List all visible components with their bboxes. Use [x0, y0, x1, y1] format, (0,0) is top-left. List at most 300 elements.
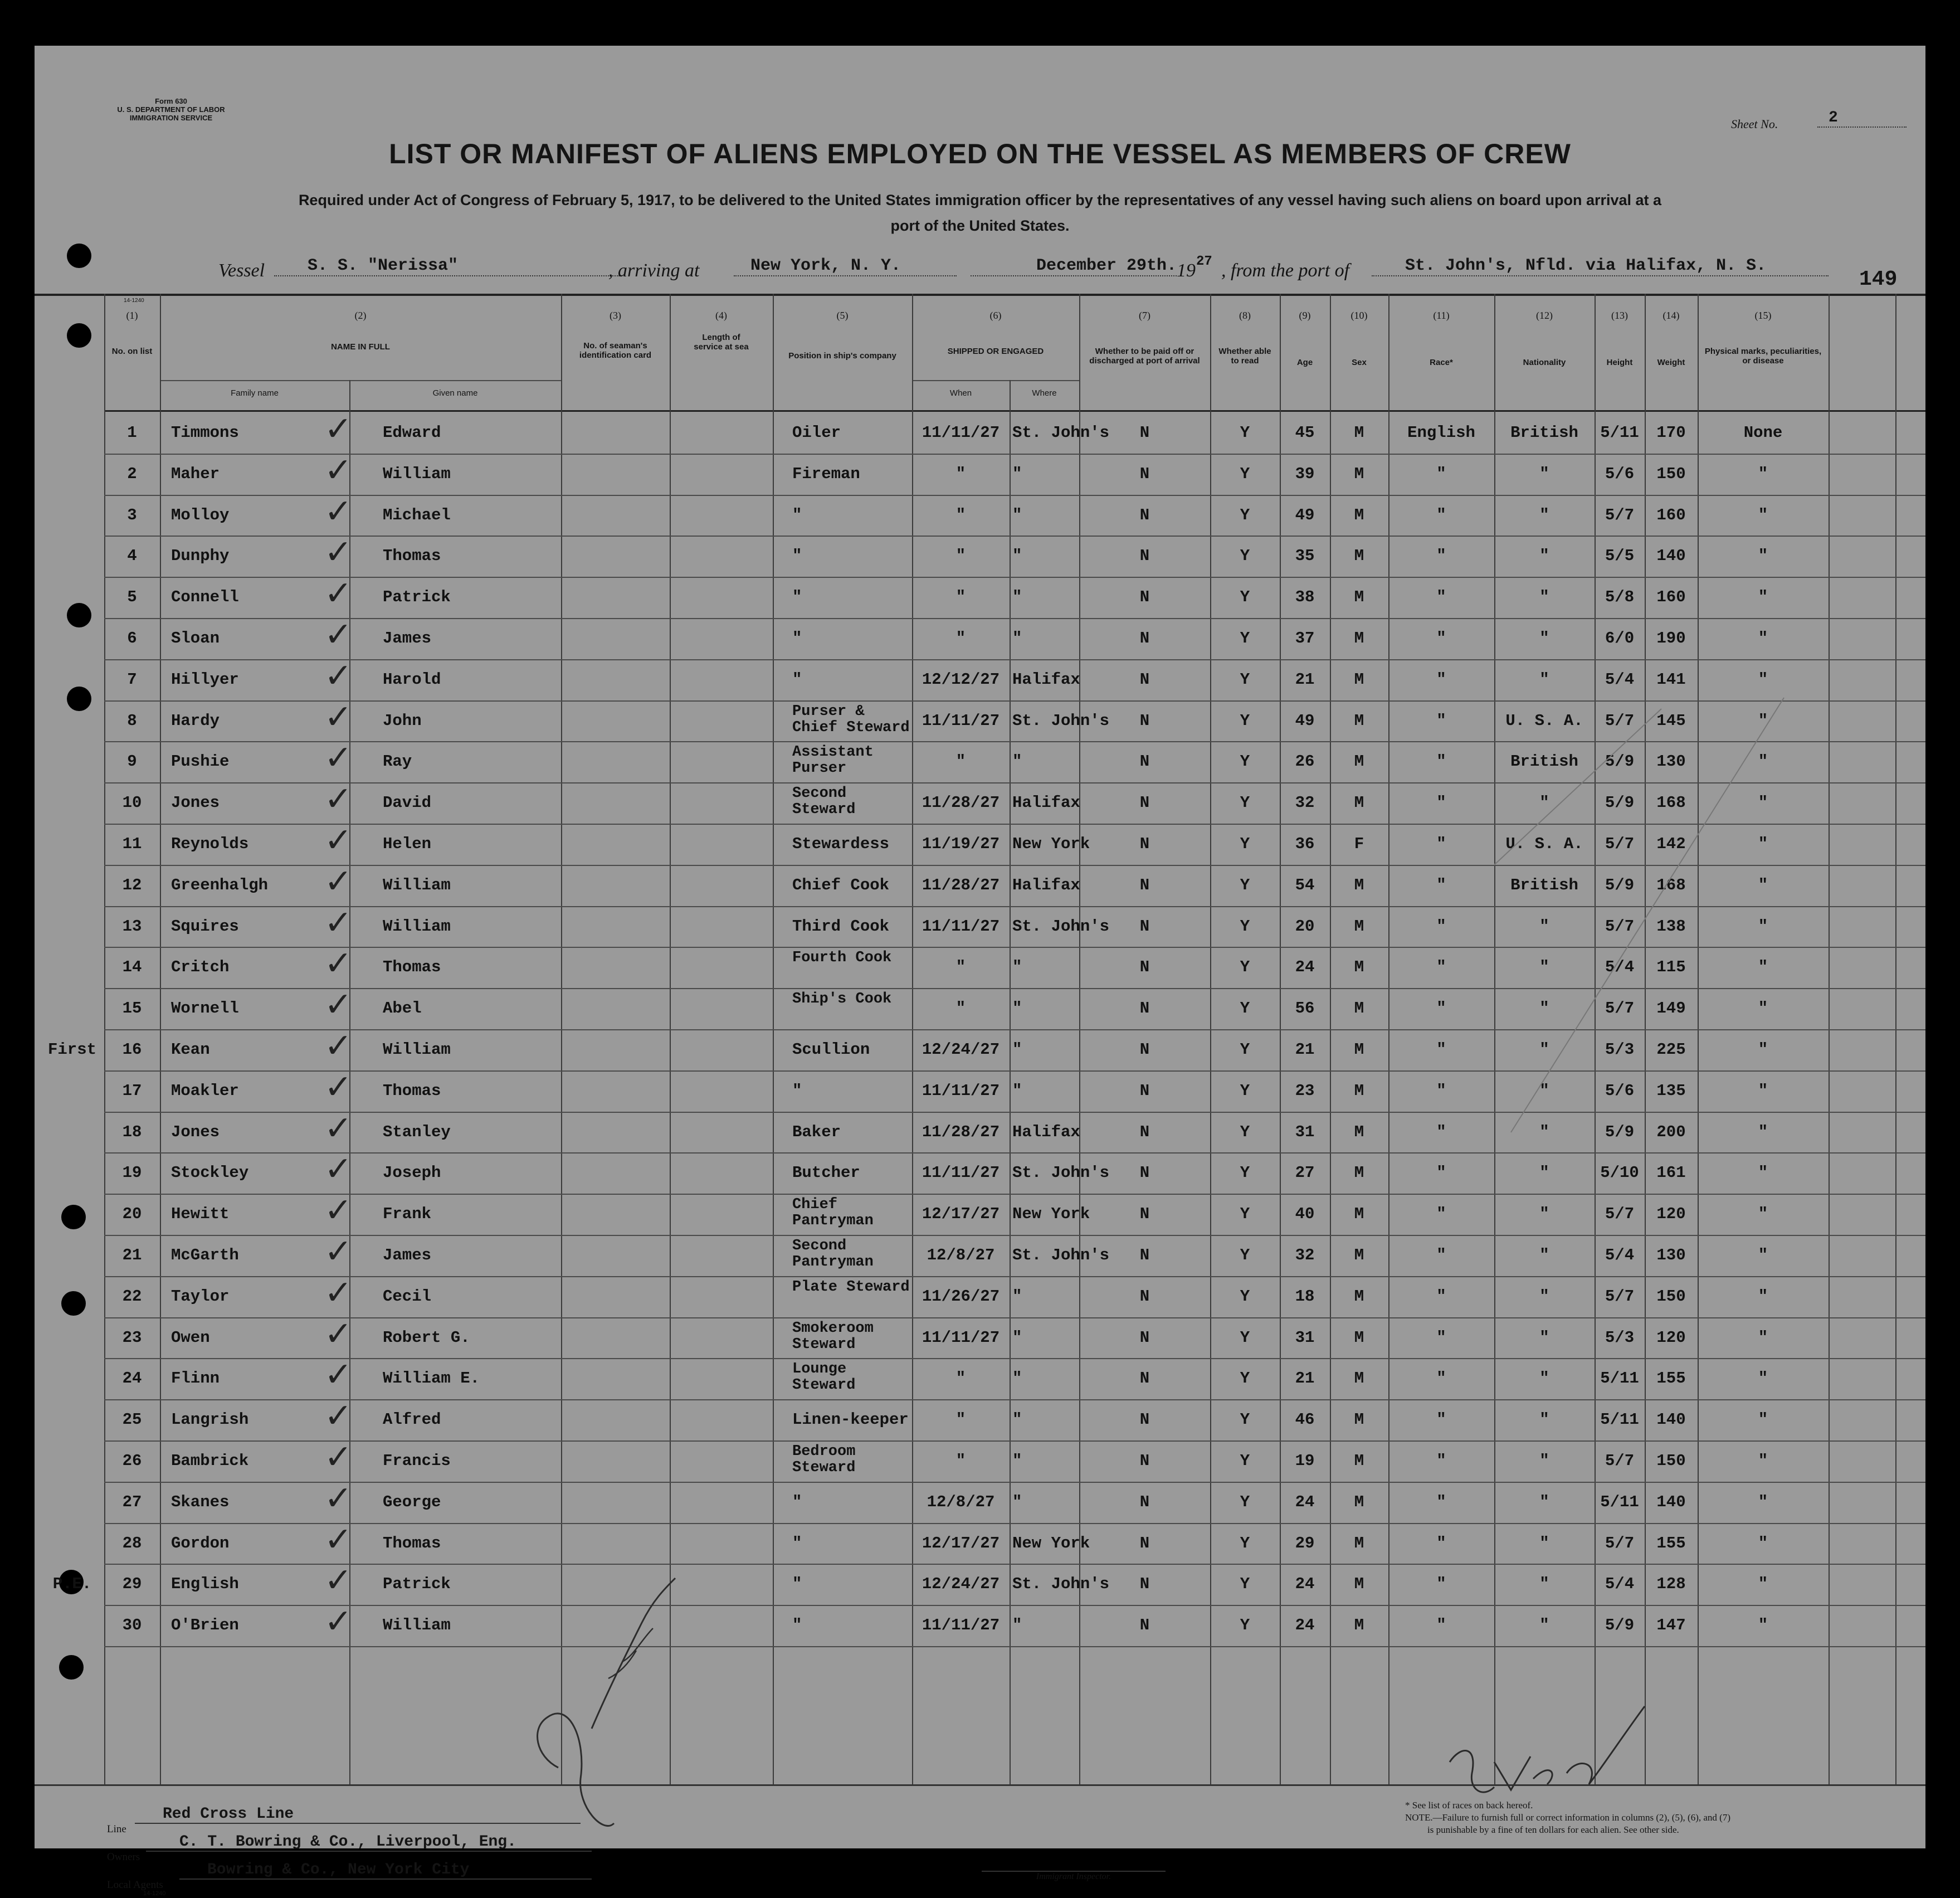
cell-weight: 150 [1656, 1452, 1686, 1470]
cell-family-name: Jones [171, 1122, 220, 1141]
cell-able-to-read: Y [1240, 1534, 1250, 1553]
cell-shipped-where: " [1012, 1328, 1022, 1347]
cell-weight: 140 [1656, 1410, 1686, 1429]
cell-shipped-when: 12/8/27 [927, 1492, 995, 1511]
cell-age: 24 [1295, 1616, 1315, 1635]
cell-weight: 161 [1656, 1164, 1686, 1182]
cell-row-number: 27 [122, 1492, 142, 1511]
cell-given-name: Thomas [383, 958, 441, 977]
cell-position: Scullion [792, 1040, 870, 1059]
cell-able-to-read: Y [1240, 588, 1250, 607]
cell-able-to-read: Y [1240, 794, 1250, 812]
cell-nationality: " [1539, 999, 1549, 1018]
col-14-number: (14) [1662, 310, 1680, 321]
cell-nationality: " [1539, 1081, 1549, 1100]
cell-paid-off: N [1139, 752, 1150, 771]
cell-sex: M [1354, 1369, 1364, 1388]
cell-physical-marks: " [1758, 1040, 1768, 1059]
cell-family-name: Pushie [171, 752, 230, 771]
cell-height: 5/7 [1605, 835, 1635, 853]
penalty-note-line-2: is punishable by a fine of ten dollars for each alien. See other side. [1427, 1824, 1679, 1835]
col-header-no: No. on list [111, 347, 153, 356]
cell-sex: M [1354, 752, 1364, 771]
cell-given-name: Thomas [383, 547, 441, 566]
cell-paid-off: N [1139, 424, 1150, 442]
cell-physical-marks: " [1758, 1081, 1768, 1100]
cell-shipped-where: New York [1012, 835, 1090, 853]
handwritten-signature [525, 1545, 692, 1857]
row-separator [104, 1646, 1925, 1647]
cell-sex: M [1354, 1534, 1364, 1553]
cell-age: 21 [1295, 1369, 1315, 1388]
cell-paid-off: N [1139, 1452, 1150, 1470]
cell-physical-marks: " [1758, 629, 1768, 648]
cell-shipped-when: " [955, 547, 966, 566]
cell-shipped-when: 11/11/27 [922, 1616, 1000, 1635]
cell-physical-marks: " [1758, 1246, 1768, 1264]
cell-paid-off: N [1139, 1534, 1150, 1553]
cell-family-name: English [171, 1575, 239, 1594]
cell-height: 5/9 [1605, 875, 1635, 894]
cell-age: 18 [1295, 1287, 1315, 1306]
cell-weight: 168 [1656, 875, 1686, 894]
col-header-given-name: Given name [432, 388, 478, 398]
cell-age: 20 [1295, 917, 1315, 936]
cell-nationality: " [1539, 1122, 1549, 1141]
cell-sex: M [1354, 464, 1364, 483]
cell-position: Butcher [792, 1164, 860, 1182]
check-mark-icon: ✓ [324, 862, 353, 901]
cell-able-to-read: Y [1240, 1205, 1250, 1224]
cell-sex: M [1354, 1246, 1364, 1264]
cell-sex: M [1354, 588, 1364, 607]
punch-hole [67, 323, 91, 348]
cell-height: 5/7 [1605, 1205, 1635, 1224]
cell-shipped-where: St. John's [1012, 424, 1110, 442]
cell-height: 5/3 [1605, 1040, 1635, 1059]
cell-family-name: Skanes [171, 1492, 230, 1511]
cell-shipped-when: 11/28/27 [922, 1122, 1000, 1141]
cell-sex: M [1354, 1575, 1364, 1594]
cell-able-to-read: Y [1240, 752, 1250, 771]
cell-nationality: " [1539, 1452, 1549, 1470]
cell-shipped-when: " [955, 588, 966, 607]
cell-row-number: 11 [122, 835, 142, 853]
cell-sex: M [1354, 1328, 1364, 1347]
cell-nationality: " [1539, 547, 1549, 566]
cell-sex: M [1354, 505, 1364, 524]
col-15-number: (15) [1754, 310, 1772, 321]
cell-able-to-read: Y [1240, 711, 1250, 730]
cell-paid-off: N [1139, 1246, 1150, 1264]
cell-shipped-when: 11/11/27 [922, 917, 1000, 936]
cell-age: 46 [1295, 1410, 1315, 1429]
check-mark-icon: ✓ [324, 450, 353, 490]
cell-row-number: 29 [122, 1575, 142, 1594]
cell-given-name: Helen [383, 835, 432, 853]
cell-age: 23 [1295, 1081, 1315, 1100]
cell-weight: 168 [1656, 794, 1686, 812]
cell-nationality: " [1539, 794, 1549, 812]
cell-shipped-when: 11/26/27 [922, 1287, 1000, 1306]
cell-physical-marks: " [1758, 752, 1768, 771]
check-mark-icon: ✓ [324, 697, 353, 737]
cell-family-name: Moakler [171, 1081, 239, 1100]
cell-race: " [1436, 1205, 1446, 1224]
cell-physical-marks: " [1758, 1452, 1768, 1470]
row-separator [104, 1605, 1925, 1606]
cell-row-number: 30 [122, 1616, 142, 1635]
cell-weight: 190 [1656, 629, 1686, 648]
cell-physical-marks: " [1758, 711, 1768, 730]
punch-hole [67, 687, 91, 711]
row-separator [104, 1276, 1925, 1277]
cell-weight: 225 [1656, 1040, 1686, 1059]
punch-hole [67, 603, 91, 627]
col-header-sex: Sex [1352, 358, 1367, 367]
cell-given-name: John [383, 711, 422, 730]
cell-position: Chief Pantryman [792, 1196, 874, 1230]
cell-shipped-when: 11/11/27 [922, 1081, 1000, 1100]
cell-position: " [792, 670, 802, 689]
cell-paid-off: N [1139, 629, 1150, 648]
cell-height: 5/4 [1605, 1575, 1635, 1594]
col-1-number: (1) [126, 310, 138, 321]
col-header-height: Height [1606, 358, 1633, 367]
cell-row-number: 8 [127, 711, 137, 730]
cell-able-to-read: Y [1240, 835, 1250, 853]
cell-height: 5/7 [1605, 999, 1635, 1018]
cell-weight: 130 [1656, 1246, 1686, 1264]
cell-age: 27 [1295, 1164, 1315, 1182]
cell-nationality: " [1539, 1616, 1549, 1635]
cell-sex: M [1354, 1287, 1364, 1306]
cell-paid-off: N [1139, 1328, 1150, 1347]
check-mark-icon: ✓ [324, 1396, 353, 1436]
owners-label: Owners [107, 1851, 140, 1863]
cell-paid-off: N [1139, 1410, 1150, 1429]
cell-family-name: Owen [171, 1328, 210, 1347]
cell-given-name: Joseph [383, 1164, 441, 1182]
cell-family-name: Dunphy [171, 547, 230, 566]
cell-given-name: William [383, 464, 451, 483]
cell-age: 24 [1295, 1575, 1315, 1594]
cell-position: " [792, 1081, 802, 1100]
cell-family-name: McGarth [171, 1246, 239, 1264]
cell-row-number: 24 [122, 1369, 142, 1388]
cell-physical-marks: " [1758, 1369, 1768, 1388]
cell-position: " [792, 505, 802, 524]
cell-row-number: 9 [127, 752, 137, 771]
cell-position: Assistant Purser [792, 744, 874, 777]
cell-paid-off: N [1139, 958, 1150, 977]
cell-height: 5/11 [1600, 1369, 1639, 1388]
cell-row-number: 7 [127, 670, 137, 689]
cell-height: 5/7 [1605, 505, 1635, 524]
col-header-id-card: No. of seaman's identification card [579, 341, 652, 360]
cell-physical-marks: " [1758, 999, 1768, 1018]
cell-family-name: Maher [171, 464, 220, 483]
faint-pencil-marks [1494, 687, 1829, 1160]
cell-position: Smokeroom Steward [792, 1320, 874, 1353]
cell-age: 40 [1295, 1205, 1315, 1224]
cell-able-to-read: Y [1240, 547, 1250, 566]
cell-weight: 142 [1656, 835, 1686, 853]
cell-physical-marks: " [1758, 1492, 1768, 1511]
cell-row-number: 14 [122, 958, 142, 977]
cell-nationality: British [1510, 875, 1578, 894]
cell-able-to-read: Y [1240, 1452, 1250, 1470]
cell-position: " [792, 1575, 802, 1594]
cell-shipped-when: " [955, 1452, 966, 1470]
cell-row-number: 15 [122, 999, 142, 1018]
cell-row-number: 25 [122, 1410, 142, 1429]
cell-family-name: Connell [171, 588, 239, 607]
check-mark-icon: ✓ [324, 1438, 353, 1477]
cell-position: " [792, 547, 802, 566]
cell-shipped-where: " [1012, 464, 1022, 483]
col-4-number: (4) [715, 310, 727, 321]
cell-row-number: 16 [122, 1040, 142, 1059]
cell-able-to-read: Y [1240, 505, 1250, 524]
cell-given-name: George [383, 1492, 441, 1511]
col-header-position: Position in ship's company [788, 351, 896, 361]
cell-nationality: " [1539, 464, 1549, 483]
cell-race: " [1436, 752, 1446, 771]
cell-age: 56 [1295, 999, 1315, 1018]
cell-shipped-where: St. John's [1012, 1246, 1110, 1264]
cell-shipped-when: 11/11/27 [922, 711, 1000, 730]
cell-nationality: British [1510, 752, 1578, 771]
cell-given-name: David [383, 794, 432, 812]
cell-position: Second Steward [792, 785, 856, 819]
cell-height: 5/7 [1605, 1452, 1635, 1470]
col-line [1895, 294, 1896, 1784]
cell-shipped-where: " [1012, 1410, 1022, 1429]
cell-shipped-where: " [1012, 588, 1022, 607]
cell-nationality: " [1539, 629, 1549, 648]
cell-race: " [1436, 1328, 1446, 1347]
cell-height: 5/6 [1605, 464, 1635, 483]
cell-physical-marks: " [1758, 1164, 1768, 1182]
cell-sex: F [1354, 835, 1364, 853]
row-separator [104, 1194, 1925, 1195]
service-name: IMMIGRATION SERVICE [129, 114, 213, 122]
cell-shipped-where: " [1012, 629, 1022, 648]
cell-age: 31 [1295, 1122, 1315, 1141]
cell-given-name: Harold [383, 670, 441, 689]
check-mark-icon: ✓ [324, 533, 353, 572]
col-header-age: Age [1296, 358, 1313, 367]
cell-family-name: Hillyer [171, 670, 239, 689]
cell-shipped-where: " [1012, 1287, 1022, 1306]
cell-paid-off: N [1139, 1369, 1150, 1388]
cell-row-number: 10 [122, 794, 142, 812]
cell-able-to-read: Y [1240, 1081, 1250, 1100]
row-separator [104, 618, 1925, 619]
cell-able-to-read: Y [1240, 1246, 1250, 1264]
cell-weight: 160 [1656, 505, 1686, 524]
cell-weight: 141 [1656, 670, 1686, 689]
col-9-number: (9) [1299, 310, 1311, 321]
cell-paid-off: N [1139, 1205, 1150, 1224]
cell-sex: M [1354, 1040, 1364, 1059]
cell-weight: 135 [1656, 1081, 1686, 1100]
cell-age: 21 [1295, 1040, 1315, 1059]
cell-paid-off: N [1139, 1492, 1150, 1511]
cell-paid-off: N [1139, 464, 1150, 483]
cell-physical-marks: " [1758, 1287, 1768, 1306]
cell-height: 5/7 [1605, 1534, 1635, 1553]
cell-row-number: 6 [127, 629, 137, 648]
cell-shipped-when: 12/8/27 [927, 1246, 995, 1264]
cell-row-number: 1 [127, 424, 137, 442]
page-stamp-number: 149 [1859, 267, 1898, 291]
check-mark-icon: ✓ [324, 491, 353, 531]
cell-height: 5/9 [1605, 794, 1635, 812]
cell-height: 5/3 [1605, 1328, 1635, 1347]
cell-race: " [1436, 547, 1446, 566]
cell-physical-marks: " [1758, 875, 1768, 894]
local-agents-label: Local Agents [107, 1879, 163, 1891]
cell-race: " [1436, 1287, 1446, 1306]
col-header-race: Race* [1430, 358, 1453, 367]
cell-family-name: Flinn [171, 1369, 220, 1388]
row-separator [104, 577, 1925, 578]
check-mark-icon: ✓ [324, 1232, 353, 1271]
cell-given-name: William E. [383, 1369, 480, 1388]
name-subheader-line [160, 380, 561, 381]
check-mark-icon: ✓ [324, 903, 353, 942]
check-mark-icon: ✓ [324, 1150, 353, 1189]
cell-able-to-read: Y [1240, 875, 1250, 894]
cell-height: 5/7 [1605, 917, 1635, 936]
cell-family-name: Bambrick [171, 1452, 249, 1470]
row-separator [104, 1399, 1925, 1400]
cell-paid-off: N [1139, 1164, 1150, 1182]
cell-physical-marks: " [1758, 670, 1768, 689]
cell-given-name: William [383, 875, 451, 894]
cell-nationality: " [1539, 958, 1549, 977]
check-mark-icon: ✓ [324, 944, 353, 984]
arriving-label: , arriving at [608, 260, 700, 281]
cell-sex: M [1354, 875, 1364, 894]
row-separator [104, 1440, 1925, 1442]
cell-physical-marks: " [1758, 547, 1768, 566]
cell-shipped-when: " [955, 752, 966, 771]
cell-given-name: Michael [383, 505, 451, 524]
cell-sex: M [1354, 711, 1364, 730]
cell-able-to-read: Y [1240, 1410, 1250, 1429]
cell-nationality: " [1539, 1369, 1549, 1388]
cell-given-name: William [383, 1040, 451, 1059]
cell-shipped-when: " [955, 629, 966, 648]
cell-shipped-where: St. John's [1012, 917, 1110, 936]
cell-shipped-when: 11/19/27 [922, 835, 1000, 853]
cell-age: 38 [1295, 588, 1315, 607]
cell-shipped-where: Halifax [1012, 1122, 1080, 1141]
cell-shipped-when: 12/17/27 [922, 1205, 1000, 1224]
row-separator [104, 1523, 1925, 1524]
cell-age: 49 [1295, 505, 1315, 524]
cell-paid-off: N [1139, 794, 1150, 812]
cell-race: " [1436, 1040, 1446, 1059]
cell-nationality: " [1539, 1410, 1549, 1429]
cell-physical-marks: None [1743, 424, 1783, 442]
cell-shipped-when: 11/11/27 [922, 1328, 1000, 1347]
cell-age: 39 [1295, 464, 1315, 483]
cell-physical-marks: " [1758, 1575, 1768, 1594]
cell-sex: M [1354, 424, 1364, 442]
cell-sex: M [1354, 794, 1364, 812]
row-separator [104, 536, 1925, 537]
cell-physical-marks: " [1758, 1616, 1768, 1635]
check-mark-icon: ✓ [324, 821, 353, 860]
cell-sex: M [1354, 1410, 1364, 1429]
row-separator [104, 1235, 1925, 1236]
cell-family-name: Hardy [171, 711, 220, 730]
cell-weight: 160 [1656, 588, 1686, 607]
sheet-number-value: 2 [1817, 109, 1907, 128]
cell-race: " [1436, 1081, 1446, 1100]
cell-height: 5/7 [1605, 1287, 1635, 1306]
cell-row-number: 13 [122, 917, 142, 936]
vessel-name: S. S. "Nerissa" [274, 256, 620, 276]
cell-shipped-where: Halifax [1012, 670, 1080, 689]
cell-row-number: 28 [122, 1534, 142, 1553]
cell-age: 31 [1295, 1328, 1315, 1347]
handwritten-initials [1439, 1678, 1661, 1812]
cell-weight: 138 [1656, 917, 1686, 936]
cell-height: 5/9 [1605, 752, 1635, 771]
cell-nationality: British [1510, 424, 1578, 442]
cell-race: " [1436, 835, 1446, 853]
cell-sex: M [1354, 1452, 1364, 1470]
cell-age: 26 [1295, 752, 1315, 771]
cell-position: " [792, 1492, 802, 1511]
col-12-number: (12) [1536, 310, 1553, 321]
cell-race: " [1436, 505, 1446, 524]
cell-position: Ship's Cook [792, 991, 892, 1008]
cell-shipped-when: 11/28/27 [922, 875, 1000, 894]
cell-row-number: 17 [122, 1081, 142, 1100]
col-header-where: Where [1032, 388, 1057, 398]
cell-given-name: Alfred [383, 1410, 441, 1429]
cell-sex: M [1354, 1492, 1364, 1511]
cell-given-name: Francis [383, 1452, 451, 1470]
col-5-number: (5) [836, 310, 849, 321]
cell-row-number: 4 [127, 547, 137, 566]
cell-position: " [792, 588, 802, 607]
cell-given-name: Robert G. [383, 1328, 470, 1347]
check-mark-icon: ✓ [324, 1067, 353, 1107]
cell-race: " [1436, 629, 1446, 648]
cell-race: " [1436, 1369, 1446, 1388]
cell-paid-off: N [1139, 547, 1150, 566]
cell-position: Chief Cook [792, 875, 890, 894]
cell-height: 5/11 [1600, 1410, 1639, 1429]
cell-able-to-read: Y [1240, 1164, 1250, 1182]
cell-row-number: 3 [127, 505, 137, 524]
check-mark-icon: ✓ [324, 615, 353, 654]
check-mark-icon: ✓ [324, 1026, 353, 1065]
check-mark-icon: ✓ [324, 780, 353, 819]
check-mark-icon: ✓ [324, 574, 353, 614]
cell-able-to-read: Y [1240, 670, 1250, 689]
form-id-block [113, 97, 230, 122]
cell-race: " [1436, 1164, 1446, 1182]
cell-race: " [1436, 1246, 1446, 1264]
